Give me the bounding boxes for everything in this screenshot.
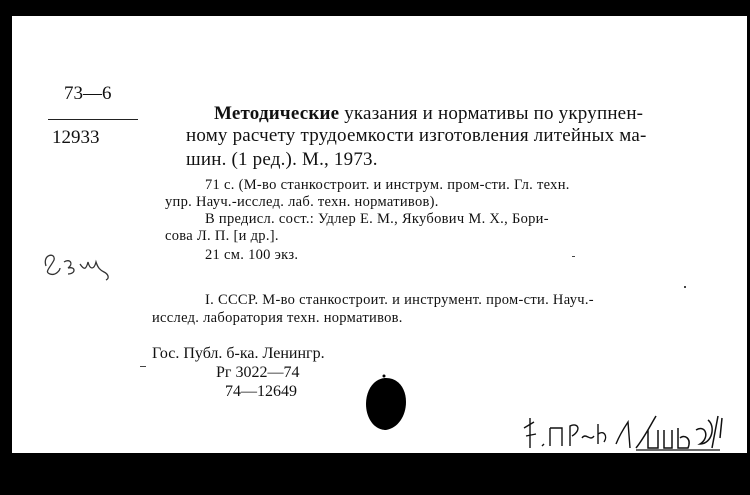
speck — [572, 256, 575, 257]
handwritten-mark — [38, 244, 118, 284]
library-code-2: 74—12649 — [225, 383, 297, 400]
description-line-4: сова Л. П. [и др.]. — [165, 228, 279, 244]
title-line-1 — [214, 104, 643, 123]
title-line-1-rest: указания и нормативы по укрупнен- — [339, 103, 644, 124]
speck — [684, 286, 686, 288]
handwritten-note — [520, 408, 742, 452]
subject-line-2: исслед. лаборатория техн. нормативов. — [152, 310, 403, 326]
catalog-card — [12, 16, 747, 453]
classification-top: 73—6 — [64, 83, 112, 104]
title-bold-word: Методические — [214, 103, 340, 124]
description-line-1: 71 с. (М-во станкостроит. и инструм. пром-сти. Гл. техн. — [205, 177, 570, 193]
classification-bottom: 12933 — [52, 127, 100, 148]
library-code-1: Рг 3022—74 — [216, 364, 300, 381]
title-line-3: шин. (1 ред.). М., 1973. — [186, 149, 378, 170]
ink-blot-stamp — [360, 374, 412, 434]
subject-line-1: I. СССР. М-во станкостроит. и инструмент. пром-сти. Науч.- — [205, 292, 594, 308]
speck — [140, 366, 146, 367]
description-line-3: В предисл. сост.: Удлер Е. М., Якубович М. Х., Бори- — [205, 211, 549, 227]
library-name: Гос. Публ. б-ка. Ленингр. — [152, 345, 325, 362]
classification-rule — [48, 119, 138, 120]
description-line-2: упр. Науч.-исслед. лаб. техн. нормативов). — [165, 194, 439, 210]
description-line-5: 21 см. 100 экз. — [205, 247, 299, 263]
title-line-2: ному расчету трудоемкости изготовления литейных ма- — [186, 125, 647, 146]
